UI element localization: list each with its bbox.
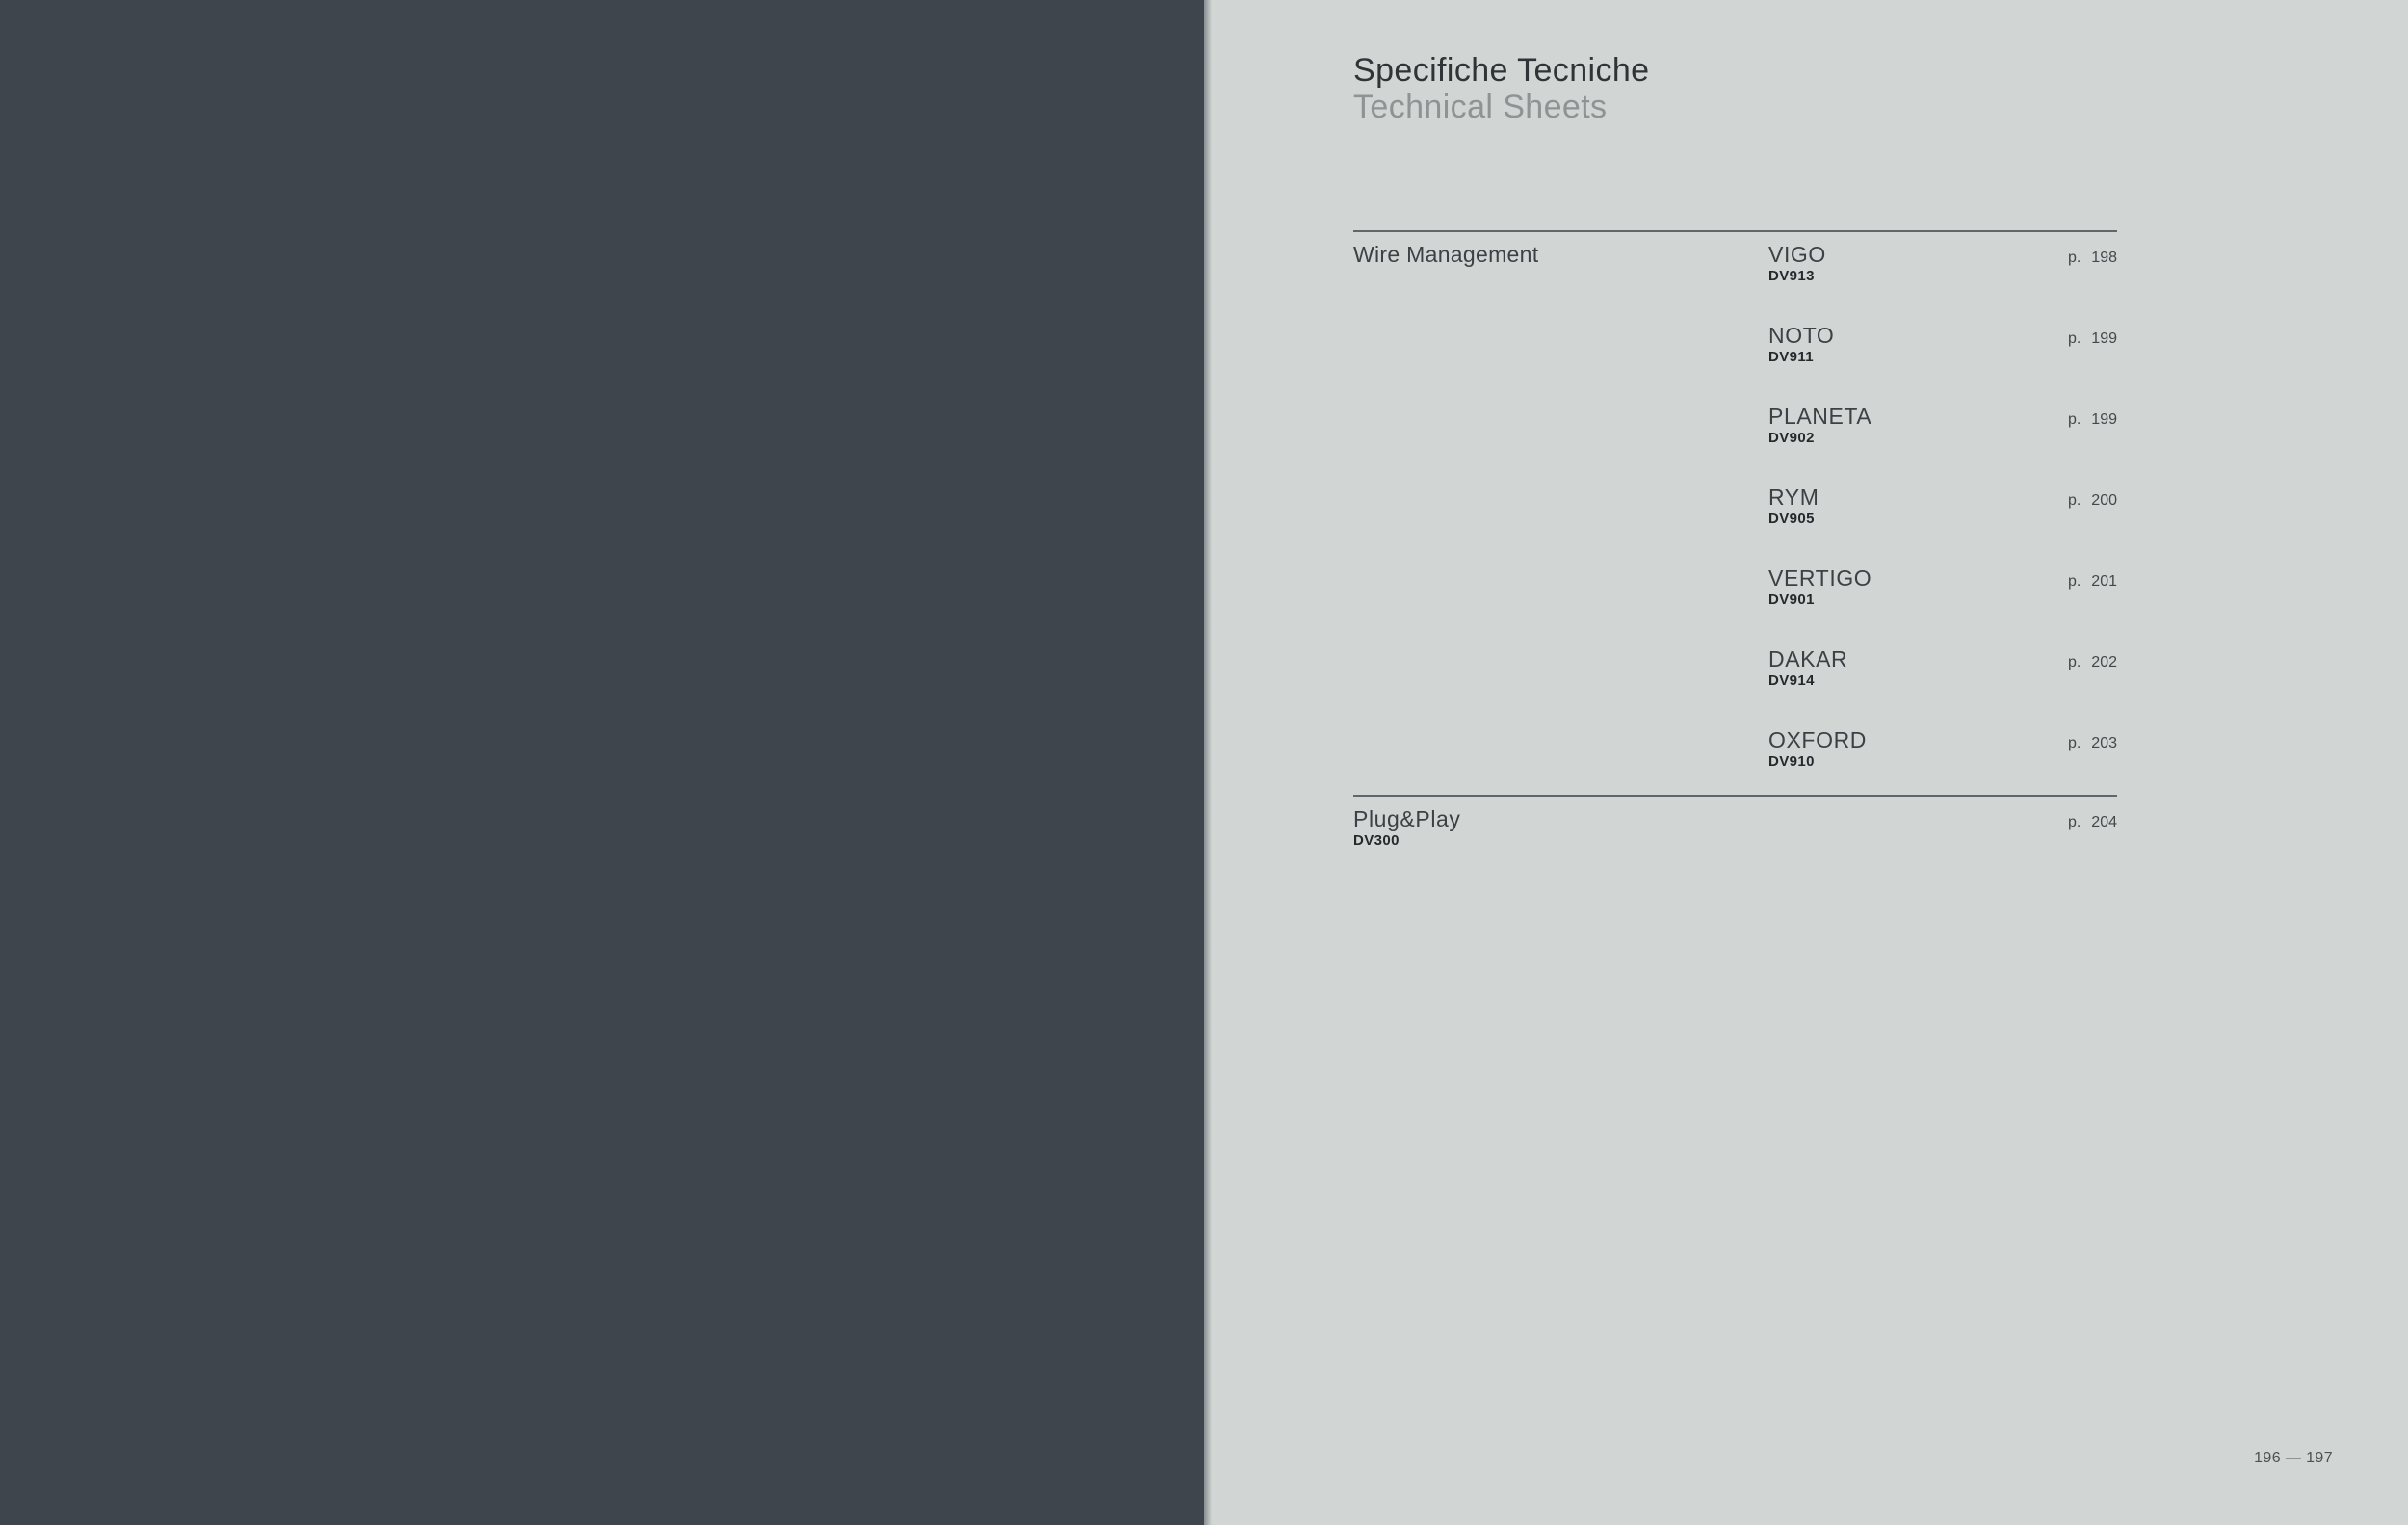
toc-item-name: NOTO (1768, 323, 1835, 348)
toc-item-pageref (2068, 410, 2117, 430)
toc-item-name: VERTIGO (1768, 565, 1872, 591)
toc-item-pageref (2068, 329, 2117, 349)
toc-item-code: DV911 (1768, 349, 1815, 365)
page-number: 199 (2091, 330, 2117, 347)
page-prefix: p. (2067, 492, 2081, 509)
page-prefix: p. (2067, 573, 2081, 590)
folio-page-numbers: 196 — 197 (2254, 1450, 2333, 1466)
page-prefix: p. (2067, 330, 2081, 347)
toc-item-code: DV901 (1768, 592, 1815, 608)
page-prefix: p. (2067, 250, 2081, 266)
page-prefix: p. (2067, 654, 2081, 670)
toc-item-code: DV902 (1768, 430, 1815, 446)
page-subtitle: Technical Sheets (1353, 89, 1608, 125)
toc-item-name: Plug&Play (1353, 806, 1461, 831)
toc-item-code: DV913 (1768, 268, 1815, 284)
toc-item-name: OXFORD (1768, 727, 1867, 752)
toc-rows (1768, 232, 2117, 797)
page-header (1353, 52, 1650, 125)
page-prefix: p. (2067, 814, 2081, 830)
toc-row-vertigo[interactable] (1768, 565, 2117, 633)
toc-row-plug-and-play[interactable] (1353, 806, 2117, 874)
toc-row-noto[interactable] (1768, 323, 2117, 390)
page-prefix: p. (2067, 735, 2081, 751)
page-number: 202 (2091, 654, 2117, 670)
technical-sheets-page (1204, 0, 2408, 1525)
toc-item-code: DV905 (1768, 511, 1815, 527)
toc-item-code: DV910 (1768, 753, 1815, 770)
toc-row-planeta[interactable] (1768, 404, 2117, 471)
page-number: 198 (2091, 250, 2117, 266)
page-prefix: p. (2067, 411, 2081, 428)
page-number: 200 (2091, 492, 2117, 509)
toc-section-plug-and-play (1353, 795, 2117, 912)
page-title: Specifiche Tecniche (1353, 52, 1650, 89)
toc-row-dakar[interactable] (1768, 646, 2117, 714)
toc-row-vigo[interactable] (1768, 242, 2117, 309)
toc-row-rym[interactable] (1768, 485, 2117, 552)
page-number: 203 (2091, 735, 2117, 751)
toc-item-pageref (2068, 734, 2117, 753)
page-number: 199 (2091, 411, 2117, 428)
page-number: 201 (2091, 573, 2117, 590)
page-number: 204 (2091, 814, 2117, 830)
section-label-wire-management: Wire Management (1353, 242, 1539, 267)
toc-item-name: PLANETA (1768, 404, 1872, 429)
toc-item-pageref (2068, 249, 2117, 268)
toc-item-name: DAKAR (1768, 646, 1848, 671)
toc-item-name: VIGO (1768, 242, 1826, 267)
toc-item-pageref (2068, 813, 2117, 832)
toc-item-code: DV914 (1768, 672, 1815, 689)
toc-row-oxford[interactable] (1768, 727, 2117, 795)
toc-item-code: DV300 (1353, 832, 1400, 849)
toc-item-pageref (2068, 572, 2117, 592)
toc-section-wire-management (1353, 230, 2117, 797)
toc-item-pageref (2068, 653, 2117, 672)
toc-item-pageref (2068, 491, 2117, 511)
toc-item-name: RYM (1768, 485, 1819, 510)
